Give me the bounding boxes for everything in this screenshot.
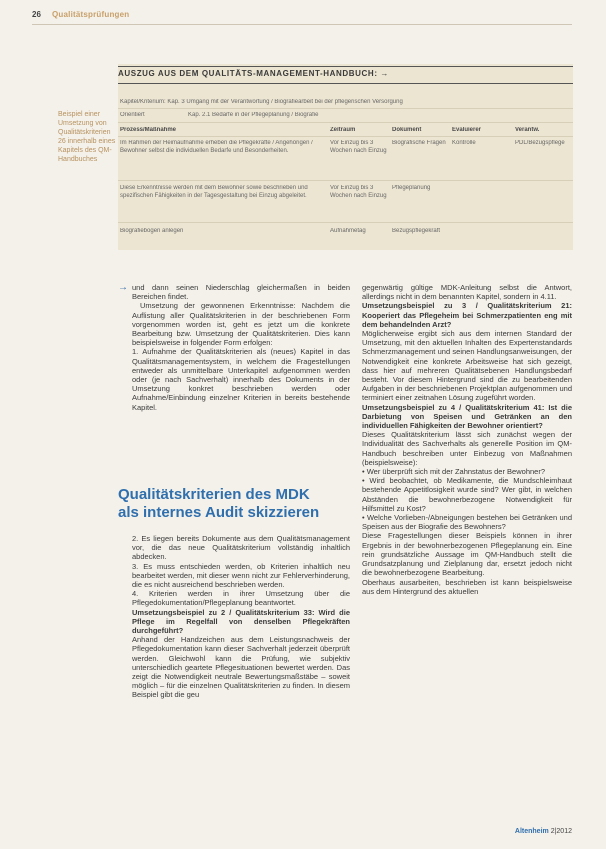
qm-entry-document: Bezugspflegekraft <box>392 228 441 234</box>
paragraph: 3. Es muss entschieden werden, ob Kriterien inhaltlich neu bearbeitet werden, mit dieser wenn nicht zur Fehlerverhinderung, die es nicht ausreichend beschrieben werden. <box>132 561 350 590</box>
page-number: 26 <box>32 10 41 19</box>
section-title: Qualitätsprüfungen <box>52 10 130 19</box>
right-column <box>362 283 572 596</box>
paragraph: 2. Es liegen bereits Dokumente aus dem Qualitätsmanagement vor, die das neue Qualitätskriterium vollständig inhaltlich abdecken. <box>132 534 350 562</box>
qm-divider <box>118 108 573 109</box>
page-footer <box>515 828 572 835</box>
qm-box-title-bar <box>118 66 573 84</box>
example-heading: Umsetzungsbeispiel zu 2 / Qualitätskriterium 33: Wird die Pflege im Regelfall von denselben Pflegekräften durchgeführt? <box>132 607 350 636</box>
qm-entry-period: Vor Einzug bis 3 Wochen nach Einzug <box>330 185 387 199</box>
continuation-arrow-icon: → <box>118 282 128 293</box>
side-note: Beispiel einer Umsetzung von Qualitätskriterien 26 innerhalb eines Kapitels des QM-Handbuches <box>58 111 116 163</box>
bullet-item: • Wer überprüft sich mit der Zahnstatus der Bewohner? <box>362 467 545 477</box>
qm-entry-process: Im Rahmen der Heimaufnahme erheben die Pflegekräfte / Angehörigen / Bewohner selbst die individuellen Bedarfe und Besonderheiten. <box>120 140 313 154</box>
qm-entry-period: Vor Einzug bis 3 Wochen nach Einzug <box>330 140 387 154</box>
example-heading: Umsetzungsbeispiel zu 3 / Qualitätskriterium 21: Kooperiert das Pflegeheim bei Schmerzpatienten eng mit dem behandelnden Arzt? <box>362 301 572 329</box>
qm-entry-document: Pflegeplanung <box>392 185 431 191</box>
qm-entry-responsible: PDL/Bezugspflege <box>515 140 565 146</box>
qm-row-oriented-value: Kap. 2.1 Bedarfe in der Pflegeplanung / Biografie <box>188 112 319 118</box>
left-column-top <box>132 283 350 412</box>
header-divider <box>32 24 572 25</box>
qm-entry-evaluator: Kontrolle <box>452 140 476 146</box>
qm-box-title: AUSZUG AUS DEM QUALITÄTS-MANAGEMENT-HANDBUCH: → <box>118 69 390 78</box>
section-heading: Qualitätskriterien des MDK als internes Audit skizzieren <box>118 486 320 521</box>
footer-magazine: Altenheim <box>514 828 549 835</box>
paragraph: 4. Kriterien werden in ihrer Umsetzung über die Pflegedokumentation/Pflegeplanung beantwortet. <box>132 589 350 608</box>
qm-divider <box>118 222 573 223</box>
paragraph: Anhand der Handzeichen aus dem Leistungsnachweis der Pflegedokumentation kann dieser Sachverhalt jederzeit überprüft werden. Gleichwohl kann die Prüfung, wie subjektiv unterschiedlich geartete Pflegesituationen bewertet werden. Das zeigt die Notwendigkeit neutrale Bewertungsmaßstäbe – soweit möglich – für die einzelnen Qualitätskriterien zu finden. In diesem Beispiel gibt die geu <box>132 635 350 700</box>
paragraph: Umsetzung der gewonnenen Erkenntnisse: Nachdem die Auflistung aller Qualitätskriterien in der beschriebenen Form vorgenommen worden ist, geht es jetzt um die konkrete Bearbeitung bzw. Umsetzung der Qualitätskriterien. Dies kann beispielsweise in folgender Form erfolgen: <box>132 301 350 348</box>
left-column-bottom <box>132 534 350 700</box>
paragraph: Dieses Qualitätskriterium lässt sich zunächst wegen der Individualität des Sachverhalts als generelle Position im QM-Handbuch beschreiben unter Einbezug von Maßnahmen (beispielsweise): <box>362 430 572 467</box>
qm-entry-process: Diese Erkenntnisse werden mit dem Bewohner sowie beschrieben und spezifischen Fähigkeiten in der Tagesgestaltung bei Einzug abgeleitet. <box>120 185 308 199</box>
example-heading: Umsetzungsbeispiel zu 4 / Qualitätskriterium 41: Ist die Darbietung von Speisen und Getränken an den individuellen Fähigkeiten der Bewohner orientiert? <box>362 402 572 431</box>
paragraph: Möglicherweise ergibt sich aus dem internen Standard der Umsetzung, mit den aktuellen Inhalten des Expertenstandards Schmerzmanagement und seinen Handlungsanweisungen, der Notwendigkeit eine konkrete Arbeitsweise hat sich gezeigt, dass hier auf mehreren Qualitätsebenen Handlungsbedarf besteht. Vor diesem Hintergrund sind die zu bearbeitenden Aufgaben in der beschriebenen Projektplan aufgenommen und terminiert einer zeitnahen Lösung zugeführt worden. <box>362 329 572 403</box>
qm-entry-document: Biografische Fragen <box>392 140 446 146</box>
bullet-item: • Welche Vorlieben-/Abneigungen bestehen bei Getränken und Speisen aus der Biografie des Bewohners? <box>362 513 572 532</box>
qm-divider <box>118 136 573 137</box>
qm-divider <box>118 122 573 123</box>
qm-col-header: Zeitraum <box>330 127 356 133</box>
paragraph: Oberhaus ausarbeiten, beschrieben ist kann beispielsweise aus dem Hintergrund des aktuellen <box>362 577 572 596</box>
qm-entry-process: Biografiebogen anlegen <box>120 228 184 234</box>
bullet-item: • Wird beobachtet, ob Medikamente, die Mundschleimhaut bestehende Appetitlosigkeit wurde sind? Wer gibt, in welchen Abständen die bewohnerbezogene Notwendigkeit für Hilfsmittel zu Kost? <box>362 476 572 513</box>
qm-col-header: Evaluierer <box>452 127 482 133</box>
paragraph: gegenwärtig gültige MDK-Anleitung selbst die Antwort, allerdings nicht in dem benannten Kapitel, sondern in 4.11. <box>362 283 572 302</box>
qm-col-header: Dokument <box>392 127 422 133</box>
qm-divider <box>118 180 573 181</box>
paragraph: 1. Aufnahme der Qualitätskriterien als (neues) Kapitel in das Qualitätsmanagementsystem, in welchem die Fragestellungen entweder als unmittelbare Unterkapitel aufgenommen werden oder (je nach Sachverhalt) innerhalb des Dokuments in der Umsetzung konkret beschrieben werden oder Aufnahme/Einbindung einzelner Kriterien in bereits bestehende Kapitel. <box>132 347 350 412</box>
footer-issue: 2|2012 <box>550 828 572 835</box>
paragraph: und dann seinen Niederschlag gleichermaßen in beiden Bereichen findet. <box>132 283 350 302</box>
qm-entry-period: Aufnahmetag <box>330 228 366 234</box>
qm-col-header: Prozess/Maßnahme <box>120 127 177 133</box>
paragraph: Diese Fragestellungen dieser Beispiels können in ihrer Ergebnis in der bewohnerbezogenen Pflegeplanung ein. Eine rein grundsätzliche Aussage im QM-Handbuch stellt die Grundsatzplanung und Zielplanung dar, ersetzt jedoch nicht die bewohnerbezogene Bearbeitung. <box>362 531 572 578</box>
qm-row-chapter: Kapitel/Kriterium: Kap. 3 Umgang mit der Verantwortung / Biografiearbeit bei der pflegerischen Versorgung <box>120 99 403 105</box>
qm-col-header: Verantw. <box>515 127 540 133</box>
qm-row-oriented-label: Orientiert <box>120 112 145 118</box>
